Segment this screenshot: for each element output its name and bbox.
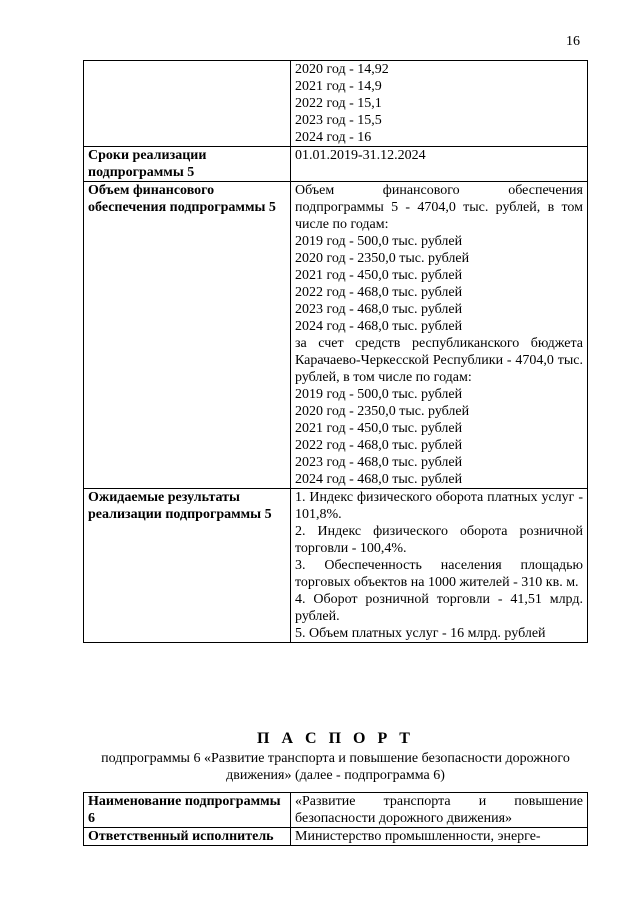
row-value: 01.01.2019-31.12.2024 — [291, 147, 588, 182]
row-value: Министерство промышленности, энерге- — [291, 828, 588, 846]
row-value: «Развитие транспорта и повышение безопасности дорожного движения» — [291, 793, 588, 828]
list-item: 2020 год - 14,92 — [295, 62, 389, 77]
list-item: 2022 год - 468,0 тыс. рублей — [295, 438, 463, 453]
row-label: Сроки реализации подпрограммы 5 — [84, 147, 291, 182]
row-label: Наименование подпрограммы 6 — [84, 793, 291, 828]
list-item: 4. Оборот розничной торговли - 41,51 млрд. рублей. — [295, 592, 583, 624]
table-row — [84, 489, 588, 643]
list-item: 2024 год - 468,0 тыс. рублей — [295, 319, 463, 334]
row-label: Ответственный исполнитель — [84, 828, 291, 846]
table-row — [84, 828, 588, 846]
row-label: Ожидаемые результаты реализации подпрограммы 5 — [84, 489, 291, 643]
expected-results-cell — [291, 489, 588, 643]
page-number: 16 — [566, 34, 580, 49]
indicator-values-cell — [291, 61, 588, 147]
list-item: 2023 год - 468,0 тыс. рублей — [295, 455, 463, 470]
list-item: 2022 год - 468,0 тыс. рублей — [295, 285, 463, 300]
list-item: 2. Индекс физического оборота розничной торговли - 100,4%. — [295, 524, 583, 556]
subprogram-6-passport-table — [83, 792, 588, 846]
list-item: 2021 год - 14,9 — [295, 79, 382, 94]
passport-subtitle: подпрограммы 6 «Развитие транспорта и повышение безопасности дорожного движения» (далее - подпрограмма 6) — [101, 751, 570, 783]
list-item: 2023 год - 15,5 — [295, 113, 382, 128]
empty-label-cell — [84, 61, 291, 147]
table-row — [84, 147, 588, 182]
table-row — [84, 61, 588, 147]
list-item: 2021 год - 450,0 тыс. рублей — [295, 268, 463, 283]
list-item: 2024 год - 16 — [295, 130, 372, 145]
list-item: 1. Индекс физического оборота платных услуг - 101,8%. — [295, 490, 583, 522]
financing-source: за счет средств республиканского бюджета Карачаево-Черкесской Республики - 4704,0 тыс. рублей, в том числе по годам: — [295, 336, 583, 385]
passport-title: П А С П О Р Т — [257, 730, 414, 747]
list-item: 2021 год - 450,0 тыс. рублей — [295, 421, 463, 436]
list-item: 2019 год - 500,0 тыс. рублей — [295, 387, 463, 402]
list-item: 2022 год - 15,1 — [295, 96, 382, 111]
list-item: 2024 год - 468,0 тыс. рублей — [295, 472, 463, 487]
list-item: 2023 год - 468,0 тыс. рублей — [295, 302, 463, 317]
list-item: 2019 год - 500,0 тыс. рублей — [295, 234, 463, 249]
table-row — [84, 182, 588, 489]
row-label: Объем финансового обеспечения подпрограммы 5 — [84, 182, 291, 489]
financing-intro: Объем финансового обеспечения подпрограммы 5 - 4704,0 тыс. рублей, в том числе по годам: — [295, 183, 583, 232]
table-row — [84, 793, 588, 828]
list-item: 3. Обеспеченность населения площадью торговых объектов на 1000 жителей - 310 кв. м. — [295, 558, 583, 590]
subprogram-5-passport-table — [83, 60, 588, 643]
list-item: 5. Объем платных услуг - 16 млрд. рублей — [295, 626, 546, 641]
list-item: 2020 год - 2350,0 тыс. рублей — [295, 251, 470, 266]
financing-cell — [291, 182, 588, 489]
list-item: 2020 год - 2350,0 тыс. рублей — [295, 404, 470, 419]
